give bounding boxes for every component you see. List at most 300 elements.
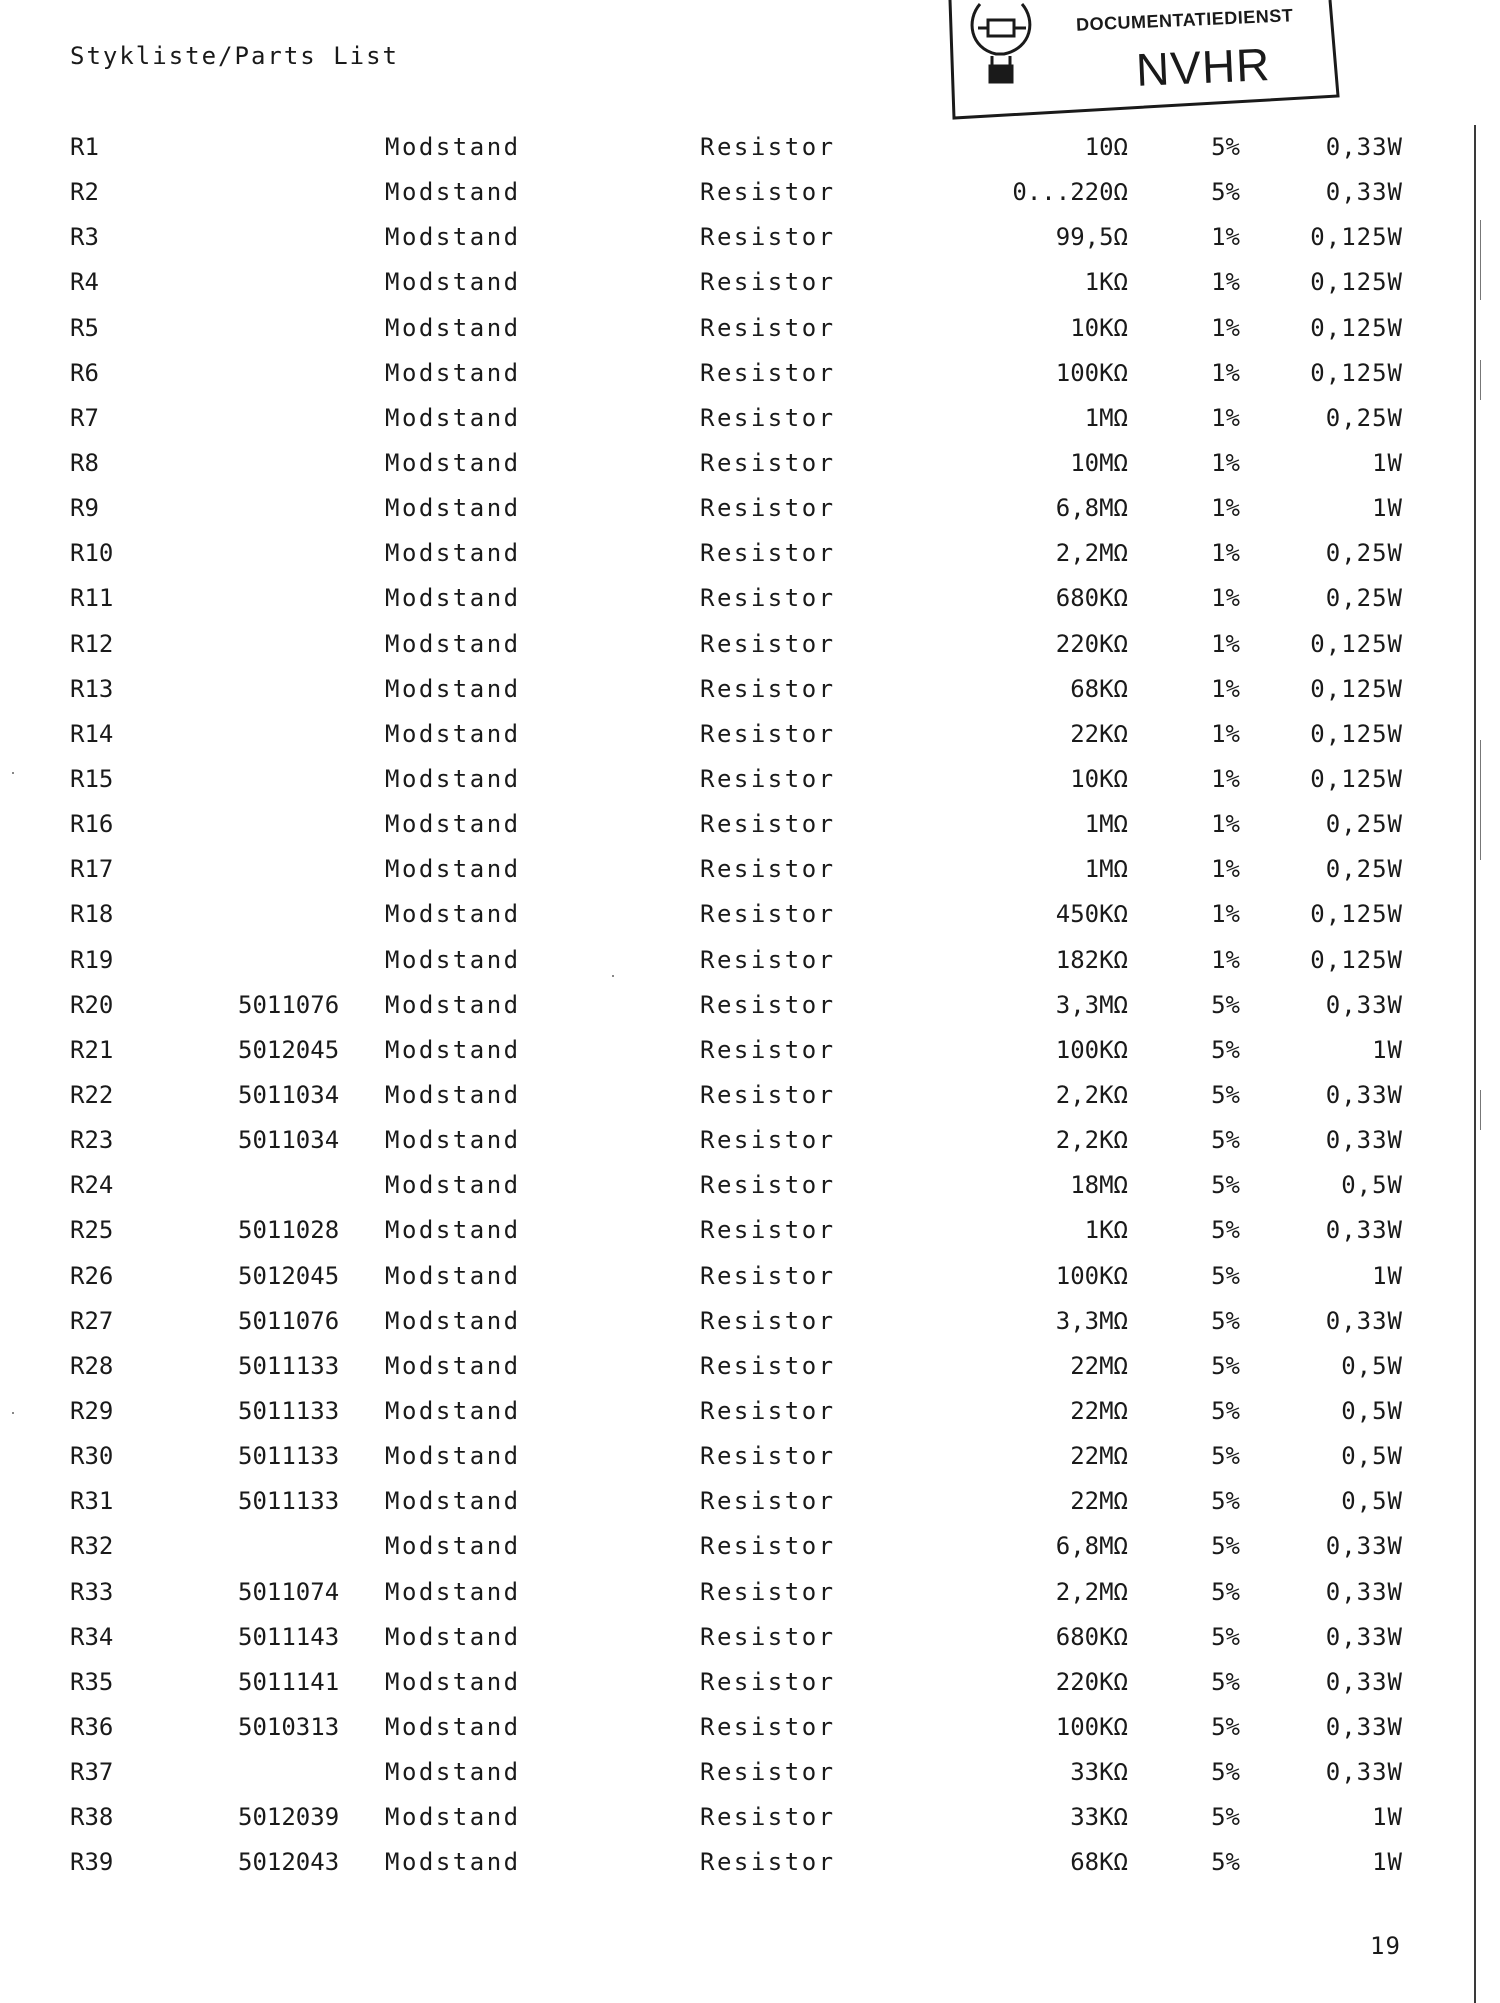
- part-value: 22MΩ: [1070, 1351, 1128, 1380]
- part-power-rating: 0,125W: [1310, 674, 1403, 703]
- part-tolerance: 1%: [1211, 313, 1240, 342]
- part-name-danish: Modstand: [385, 133, 521, 161]
- part-name-english: Resistor: [700, 403, 836, 432]
- table-row: [0, 1215, 1500, 1260]
- part-name-danish: Modstand: [385, 1667, 521, 1696]
- part-name-english: Resistor: [700, 1712, 836, 1741]
- part-value: 10Ω: [1084, 133, 1128, 161]
- part-name-danish: Modstand: [385, 1848, 521, 1877]
- part-name-english: Resistor: [700, 539, 836, 568]
- part-tolerance: 1%: [1211, 855, 1240, 884]
- part-name-danish: Modstand: [385, 1442, 521, 1471]
- part-ref: R23: [70, 1126, 114, 1155]
- part-name-english: Resistor: [700, 1171, 836, 1200]
- part-ref: R19: [70, 945, 114, 974]
- part-number: 5011141: [238, 1667, 340, 1696]
- table-row: [0, 1306, 1500, 1351]
- part-name-english: Resistor: [700, 1442, 836, 1471]
- table-row: [0, 1170, 1500, 1215]
- part-value: 33KΩ: [1070, 1758, 1128, 1787]
- part-tolerance: 1%: [1211, 403, 1240, 432]
- part-tolerance: 5%: [1211, 1216, 1240, 1245]
- table-row: [0, 1125, 1500, 1170]
- part-name-english: Resistor: [700, 358, 836, 387]
- part-name-danish: Modstand: [385, 719, 521, 748]
- table-row: [0, 674, 1500, 719]
- part-name-english: Resistor: [700, 764, 836, 793]
- part-value: 10KΩ: [1070, 764, 1128, 793]
- part-name-danish: Modstand: [385, 1261, 521, 1290]
- table-row: [0, 493, 1500, 538]
- part-power-rating: 0,125W: [1310, 719, 1403, 748]
- part-power-rating: 0,33W: [1325, 990, 1403, 1019]
- table-row: [0, 1667, 1500, 1712]
- part-tolerance: 5%: [1211, 1758, 1240, 1787]
- part-name-danish: Modstand: [385, 855, 521, 884]
- part-value: 680KΩ: [1055, 584, 1128, 613]
- part-ref: R5: [70, 313, 99, 342]
- part-name-english: Resistor: [700, 1080, 836, 1109]
- part-power-rating: 0,5W: [1341, 1396, 1403, 1425]
- part-power-rating: 0,25W: [1325, 403, 1403, 432]
- part-ref: R16: [70, 810, 114, 839]
- table-row: [0, 1531, 1500, 1576]
- part-number: 5012045: [238, 1261, 340, 1290]
- table-row: [0, 1622, 1500, 1667]
- part-name-english: Resistor: [700, 133, 836, 161]
- part-name-danish: Modstand: [385, 629, 521, 658]
- part-value: 1KΩ: [1084, 268, 1128, 297]
- part-ref: R28: [70, 1351, 114, 1380]
- part-ref: R33: [70, 1577, 114, 1606]
- part-power-rating: 0,125W: [1310, 313, 1403, 342]
- part-number: 5011076: [238, 1306, 340, 1335]
- part-name-danish: Modstand: [385, 1216, 521, 1245]
- part-number: 5011034: [238, 1126, 340, 1155]
- part-value: 220KΩ: [1055, 1667, 1128, 1696]
- part-name-danish: Modstand: [385, 1080, 521, 1109]
- part-value: 2,2MΩ: [1055, 1577, 1128, 1606]
- table-row: [0, 629, 1500, 674]
- part-power-rating: 0,33W: [1325, 133, 1403, 161]
- part-power-rating: 0,5W: [1341, 1442, 1403, 1471]
- part-tolerance: 5%: [1211, 1667, 1240, 1696]
- part-name-english: Resistor: [700, 1487, 836, 1516]
- part-value: 0...220Ω: [1012, 178, 1128, 207]
- part-value: 10KΩ: [1070, 313, 1128, 342]
- table-row: [0, 177, 1500, 222]
- part-value: 33KΩ: [1070, 1803, 1128, 1832]
- part-power-rating: 0,125W: [1310, 900, 1403, 929]
- part-ref: R34: [70, 1622, 114, 1651]
- part-ref: R29: [70, 1396, 114, 1425]
- part-ref: R21: [70, 1035, 114, 1064]
- part-value: 100KΩ: [1055, 358, 1128, 387]
- part-tolerance: 5%: [1211, 1261, 1240, 1290]
- table-row: [0, 764, 1500, 809]
- part-ref: R27: [70, 1306, 114, 1335]
- table-row: [0, 1035, 1500, 1080]
- part-ref: R36: [70, 1712, 114, 1741]
- part-power-rating: 0,25W: [1325, 855, 1403, 884]
- part-name-danish: Modstand: [385, 494, 521, 523]
- part-value: 68KΩ: [1070, 674, 1128, 703]
- part-ref: R1: [70, 133, 99, 161]
- part-power-rating: 0,25W: [1325, 539, 1403, 568]
- part-tolerance: 5%: [1211, 1306, 1240, 1335]
- part-name-danish: Modstand: [385, 358, 521, 387]
- part-power-rating: 0,33W: [1325, 1216, 1403, 1245]
- part-name-danish: Modstand: [385, 764, 521, 793]
- part-tolerance: 5%: [1211, 1080, 1240, 1109]
- part-power-rating: 1W: [1372, 448, 1403, 477]
- part-power-rating: 1W: [1372, 1803, 1403, 1832]
- part-ref: R20: [70, 990, 114, 1019]
- part-name-english: Resistor: [700, 990, 836, 1019]
- part-value: 2,2MΩ: [1055, 539, 1128, 568]
- table-row: [0, 719, 1500, 764]
- table-row: [0, 1712, 1500, 1757]
- part-value: 3,3MΩ: [1055, 1306, 1128, 1335]
- part-power-rating: 0,33W: [1325, 1577, 1403, 1606]
- part-tolerance: 5%: [1211, 1532, 1240, 1561]
- part-power-rating: 0,25W: [1325, 810, 1403, 839]
- part-value: 1MΩ: [1084, 403, 1128, 432]
- part-power-rating: 0,33W: [1325, 1712, 1403, 1741]
- part-power-rating: 0,33W: [1325, 1667, 1403, 1696]
- part-tolerance: 5%: [1211, 1577, 1240, 1606]
- part-tolerance: 1%: [1211, 629, 1240, 658]
- part-number: 5011133: [238, 1351, 340, 1380]
- part-name-danish: Modstand: [385, 1035, 521, 1064]
- page-number: 19: [1370, 1932, 1401, 1960]
- table-row: [0, 448, 1500, 493]
- part-name-danish: Modstand: [385, 990, 521, 1019]
- part-value: 182KΩ: [1055, 945, 1128, 974]
- part-power-rating: 0,125W: [1310, 268, 1403, 297]
- part-value: 68KΩ: [1070, 1848, 1128, 1877]
- part-tolerance: 1%: [1211, 810, 1240, 839]
- table-row: [0, 1441, 1500, 1486]
- part-value: 2,2KΩ: [1055, 1080, 1128, 1109]
- part-tolerance: 5%: [1211, 1803, 1240, 1832]
- part-name-danish: Modstand: [385, 403, 521, 432]
- part-name-english: Resistor: [700, 448, 836, 477]
- part-value: 3,3MΩ: [1055, 990, 1128, 1019]
- part-name-english: Resistor: [700, 1306, 836, 1335]
- part-name-english: Resistor: [700, 1667, 836, 1696]
- part-ref: R17: [70, 855, 114, 884]
- part-name-english: Resistor: [700, 1803, 836, 1832]
- part-ref: R38: [70, 1803, 114, 1832]
- part-number: 5011133: [238, 1442, 340, 1471]
- part-tolerance: 5%: [1211, 1487, 1240, 1516]
- part-name-english: Resistor: [700, 900, 836, 929]
- part-tolerance: 1%: [1211, 900, 1240, 929]
- part-name-danish: Modstand: [385, 1306, 521, 1335]
- part-ref: R37: [70, 1758, 114, 1787]
- part-tolerance: 1%: [1211, 719, 1240, 748]
- part-name-english: Resistor: [700, 494, 836, 523]
- parts-table: [0, 132, 1500, 1892]
- part-name-english: Resistor: [700, 855, 836, 884]
- part-power-rating: 0,33W: [1325, 1306, 1403, 1335]
- scan-speck: [12, 1412, 14, 1414]
- lamp-icon: [972, 4, 1030, 82]
- part-name-danish: Modstand: [385, 584, 521, 613]
- part-value: 99,5Ω: [1055, 223, 1128, 252]
- part-name-english: Resistor: [700, 1351, 836, 1380]
- part-power-rating: 1W: [1372, 1261, 1403, 1290]
- part-tolerance: 1%: [1211, 584, 1240, 613]
- table-row: [0, 538, 1500, 583]
- part-ref: R24: [70, 1171, 114, 1200]
- part-ref: R4: [70, 268, 99, 297]
- table-row: [0, 132, 1500, 177]
- part-value: 22MΩ: [1070, 1442, 1128, 1471]
- part-name-english: Resistor: [700, 1622, 836, 1651]
- part-tolerance: 5%: [1211, 1622, 1240, 1651]
- table-row: [0, 1577, 1500, 1622]
- part-tolerance: 5%: [1211, 1712, 1240, 1741]
- part-tolerance: 1%: [1211, 945, 1240, 974]
- part-name-english: Resistor: [700, 268, 836, 297]
- part-tolerance: 5%: [1211, 1035, 1240, 1064]
- part-ref: R15: [70, 764, 114, 793]
- part-tolerance: 5%: [1211, 1442, 1240, 1471]
- table-row: [0, 945, 1500, 990]
- table-row: [0, 899, 1500, 944]
- part-name-danish: Modstand: [385, 1396, 521, 1425]
- part-tolerance: 5%: [1211, 1396, 1240, 1425]
- table-row: [0, 990, 1500, 1035]
- part-name-danish: Modstand: [385, 1126, 521, 1155]
- part-name-danish: Modstand: [385, 223, 521, 252]
- part-name-danish: Modstand: [385, 1803, 521, 1832]
- part-power-rating: 0,33W: [1325, 1532, 1403, 1561]
- page-title: Stykliste/Parts List: [70, 42, 399, 70]
- table-row: [0, 1080, 1500, 1125]
- part-name-danish: Modstand: [385, 945, 521, 974]
- part-power-rating: 0,5W: [1341, 1351, 1403, 1380]
- part-value: 100KΩ: [1055, 1035, 1128, 1064]
- table-row: [0, 1802, 1500, 1847]
- part-ref: R9: [70, 494, 99, 523]
- part-power-rating: 0,33W: [1325, 178, 1403, 207]
- part-name-english: Resistor: [700, 629, 836, 658]
- part-number: 5012043: [238, 1848, 340, 1877]
- part-value: 100KΩ: [1055, 1712, 1128, 1741]
- part-number: 5011143: [238, 1622, 340, 1651]
- part-number: 5011028: [238, 1216, 340, 1245]
- table-row: [0, 809, 1500, 854]
- part-value: 1MΩ: [1084, 810, 1128, 839]
- part-number: 5011133: [238, 1487, 340, 1516]
- part-name-danish: Modstand: [385, 1171, 521, 1200]
- part-power-rating: 0,25W: [1325, 584, 1403, 613]
- part-number: 5011074: [238, 1577, 340, 1606]
- part-name-danish: Modstand: [385, 1622, 521, 1651]
- part-ref: R14: [70, 719, 114, 748]
- part-name-danish: Modstand: [385, 539, 521, 568]
- part-value: 22KΩ: [1070, 719, 1128, 748]
- part-ref: R25: [70, 1216, 114, 1245]
- part-number: 5011034: [238, 1080, 340, 1109]
- part-power-rating: 0,33W: [1325, 1758, 1403, 1787]
- part-name-english: Resistor: [700, 1035, 836, 1064]
- table-row: [0, 403, 1500, 448]
- part-power-rating: 1W: [1372, 1848, 1403, 1877]
- part-ref: R7: [70, 403, 99, 432]
- table-row: [0, 1847, 1500, 1892]
- part-number: 5011133: [238, 1396, 340, 1425]
- part-number: 5010313: [238, 1712, 340, 1741]
- part-number: 5012039: [238, 1803, 340, 1832]
- part-value: 18MΩ: [1070, 1171, 1128, 1200]
- edge-artifact: [1480, 740, 1481, 860]
- part-tolerance: 5%: [1211, 1171, 1240, 1200]
- part-number: 5011076: [238, 990, 340, 1019]
- part-name-english: Resistor: [700, 1126, 836, 1155]
- part-name-danish: Modstand: [385, 313, 521, 342]
- part-tolerance: 5%: [1211, 990, 1240, 1019]
- part-power-rating: 1W: [1372, 1035, 1403, 1064]
- part-value: 220KΩ: [1055, 629, 1128, 658]
- part-power-rating: 0,33W: [1325, 1126, 1403, 1155]
- table-row: [0, 1261, 1500, 1306]
- part-name-english: Resistor: [700, 584, 836, 613]
- part-value: 2,2KΩ: [1055, 1126, 1128, 1155]
- part-name-english: Resistor: [700, 1758, 836, 1787]
- part-power-rating: 1W: [1372, 494, 1403, 523]
- table-row: [0, 1757, 1500, 1802]
- part-name-english: Resistor: [700, 674, 836, 703]
- part-value: 1MΩ: [1084, 855, 1128, 884]
- part-name-english: Resistor: [700, 1216, 836, 1245]
- part-power-rating: 0,125W: [1310, 358, 1403, 387]
- part-power-rating: 0,33W: [1325, 1622, 1403, 1651]
- part-ref: R12: [70, 629, 114, 658]
- part-ref: R32: [70, 1532, 114, 1561]
- part-ref: R39: [70, 1848, 114, 1877]
- part-name-english: Resistor: [700, 1396, 836, 1425]
- part-name-english: Resistor: [700, 719, 836, 748]
- part-name-english: Resistor: [700, 178, 836, 207]
- edge-artifact: [1480, 1090, 1481, 1130]
- part-name-english: Resistor: [700, 1532, 836, 1561]
- part-ref: R13: [70, 674, 114, 703]
- part-power-rating: 0,125W: [1310, 223, 1403, 252]
- part-ref: R31: [70, 1487, 114, 1516]
- stamp-name: NVHR: [1134, 38, 1272, 96]
- part-tolerance: 5%: [1211, 178, 1240, 207]
- part-name-danish: Modstand: [385, 1532, 521, 1561]
- part-power-rating: 0,5W: [1341, 1487, 1403, 1516]
- part-tolerance: 1%: [1211, 494, 1240, 523]
- part-tolerance: 5%: [1211, 1351, 1240, 1380]
- archive-stamp: [948, 0, 1350, 120]
- part-value: 6,8MΩ: [1055, 1532, 1128, 1561]
- part-name-danish: Modstand: [385, 810, 521, 839]
- part-power-rating: 0,33W: [1325, 1080, 1403, 1109]
- part-ref: R6: [70, 358, 99, 387]
- part-name-english: Resistor: [700, 223, 836, 252]
- part-value: 6,8MΩ: [1055, 494, 1128, 523]
- part-number: 5012045: [238, 1035, 340, 1064]
- part-name-english: Resistor: [700, 313, 836, 342]
- part-name-danish: Modstand: [385, 1577, 521, 1606]
- part-name-danish: Modstand: [385, 1487, 521, 1516]
- part-power-rating: 0,125W: [1310, 945, 1403, 974]
- part-name-english: Resistor: [700, 810, 836, 839]
- part-name-danish: Modstand: [385, 448, 521, 477]
- edge-artifact: [1480, 220, 1481, 300]
- part-name-english: Resistor: [700, 1261, 836, 1290]
- part-tolerance: 5%: [1211, 1126, 1240, 1155]
- edge-artifact: [1480, 360, 1481, 400]
- part-value: 680KΩ: [1055, 1622, 1128, 1651]
- table-row: [0, 267, 1500, 312]
- part-ref: R35: [70, 1667, 114, 1696]
- part-ref: R18: [70, 900, 114, 929]
- table-row: [0, 222, 1500, 267]
- part-name-english: Resistor: [700, 1848, 836, 1877]
- part-ref: R30: [70, 1442, 114, 1471]
- part-value: 1KΩ: [1084, 1216, 1128, 1245]
- part-power-rating: 0,125W: [1310, 629, 1403, 658]
- part-name-danish: Modstand: [385, 900, 521, 929]
- table-row: [0, 358, 1500, 403]
- part-power-rating: 0,5W: [1341, 1171, 1403, 1200]
- part-tolerance: 1%: [1211, 539, 1240, 568]
- part-ref: R11: [70, 584, 114, 613]
- table-row: [0, 1396, 1500, 1441]
- table-row: [0, 313, 1500, 358]
- stamp-org-line: DOCUMENTATIEDIENST: [1075, 5, 1294, 35]
- part-name-danish: Modstand: [385, 178, 521, 207]
- part-name-danish: Modstand: [385, 1351, 521, 1380]
- scan-speck: [12, 772, 14, 774]
- part-value: 22MΩ: [1070, 1487, 1128, 1516]
- part-ref: R26: [70, 1261, 114, 1290]
- part-name-danish: Modstand: [385, 1758, 521, 1787]
- part-tolerance: 5%: [1211, 1848, 1240, 1877]
- part-power-rating: 0,125W: [1310, 764, 1403, 793]
- part-ref: R8: [70, 448, 99, 477]
- part-name-english: Resistor: [700, 945, 836, 974]
- scan-speck: [612, 975, 614, 977]
- part-tolerance: 1%: [1211, 764, 1240, 793]
- table-row: [0, 1351, 1500, 1396]
- part-name-danish: Modstand: [385, 674, 521, 703]
- part-ref: R3: [70, 223, 99, 252]
- table-row: [0, 583, 1500, 628]
- part-tolerance: 5%: [1211, 133, 1240, 161]
- part-name-danish: Modstand: [385, 1712, 521, 1741]
- part-tolerance: 1%: [1211, 358, 1240, 387]
- part-ref: R22: [70, 1080, 114, 1109]
- part-tolerance: 1%: [1211, 674, 1240, 703]
- page-edge-line: [1474, 125, 1476, 2003]
- part-name-english: Resistor: [700, 1577, 836, 1606]
- part-value: 22MΩ: [1070, 1396, 1128, 1425]
- part-ref: R10: [70, 539, 114, 568]
- part-ref: R2: [70, 178, 99, 207]
- part-value: 100KΩ: [1055, 1261, 1128, 1290]
- table-row: [0, 854, 1500, 899]
- part-value: 10MΩ: [1070, 448, 1128, 477]
- part-value: 450KΩ: [1055, 900, 1128, 929]
